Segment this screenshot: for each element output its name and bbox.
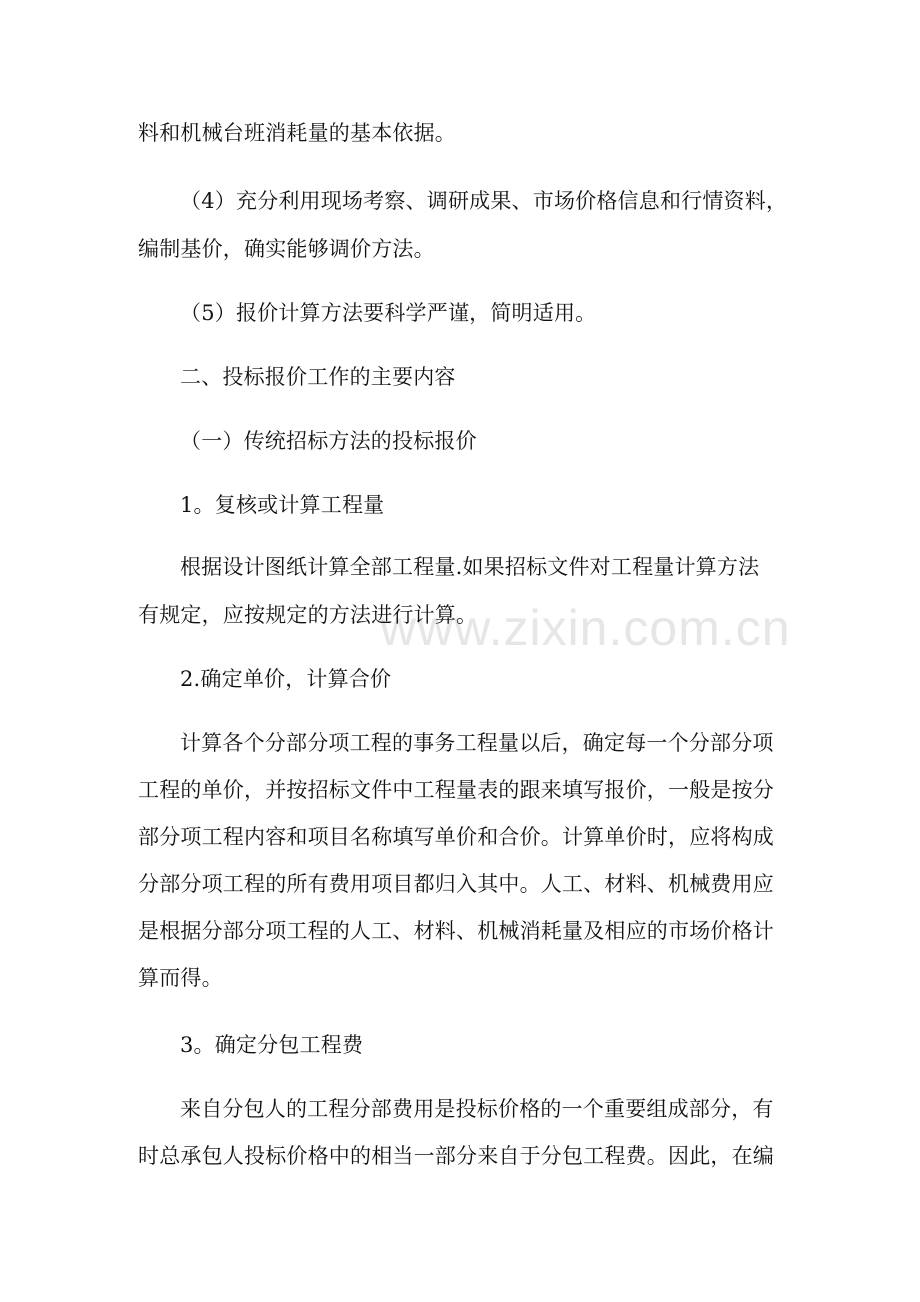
paragraph-line: （4）充分利用现场考察、调研成果、市场价格信息和行情资料， (180, 189, 788, 213)
paragraph-line: 料和机械台班消耗量的基本依据。 (138, 121, 456, 145)
subsection-heading: （一）传统招标方法的投标报价 (180, 429, 477, 453)
paragraph-line: 来自分包人的工程分部费用是投标价格的一个重要组成部分，有 (180, 1097, 774, 1121)
item-heading: 1。复核或计算工程量 (180, 493, 385, 517)
item-heading: 2.确定单价，计算合价 (180, 667, 392, 691)
paragraph-line: 时总承包人投标价格中的相当一部分来自于分包工程费。因此，在编 (138, 1144, 774, 1168)
paragraph-line: 编制基价，确实能够调价方法。 (138, 237, 435, 261)
paragraph-line: 计算各个分部分项工程的事务工程量以后，确定每一个分部分项 (180, 731, 774, 755)
paragraph-line: 部分项工程内容和项目名称填写单价和合价。计算单价时，应将构成 (138, 825, 774, 849)
paragraph-line: （5）报价计算方法要科学严谨，简明适用。 (180, 301, 597, 325)
paragraph-line: 有规定，应按规定的方法进行计算。 (138, 603, 478, 627)
paragraph-line: 根据设计图纸计算全部工程量.如果招标文件对工程量计算方法 (180, 555, 760, 579)
paragraph-line: 分部分项工程的所有费用项目都归入其中。人工、材料、机械费用应 (138, 872, 774, 896)
watermark: www.zixin.com.cn (380, 600, 791, 656)
section-heading: 二、投标报价工作的主要内容 (180, 365, 456, 389)
paragraph-line: 是根据分部分项工程的人工、材料、机械消耗量及相应的市场价格计 (138, 919, 774, 943)
paragraph-line: 算而得。 (138, 966, 223, 990)
item-heading: 3。确定分包工程费 (180, 1033, 364, 1057)
paragraph-line: 工程的单价，并按招标文件中工程量表的跟来填写报价，一般是按分 (138, 778, 774, 802)
